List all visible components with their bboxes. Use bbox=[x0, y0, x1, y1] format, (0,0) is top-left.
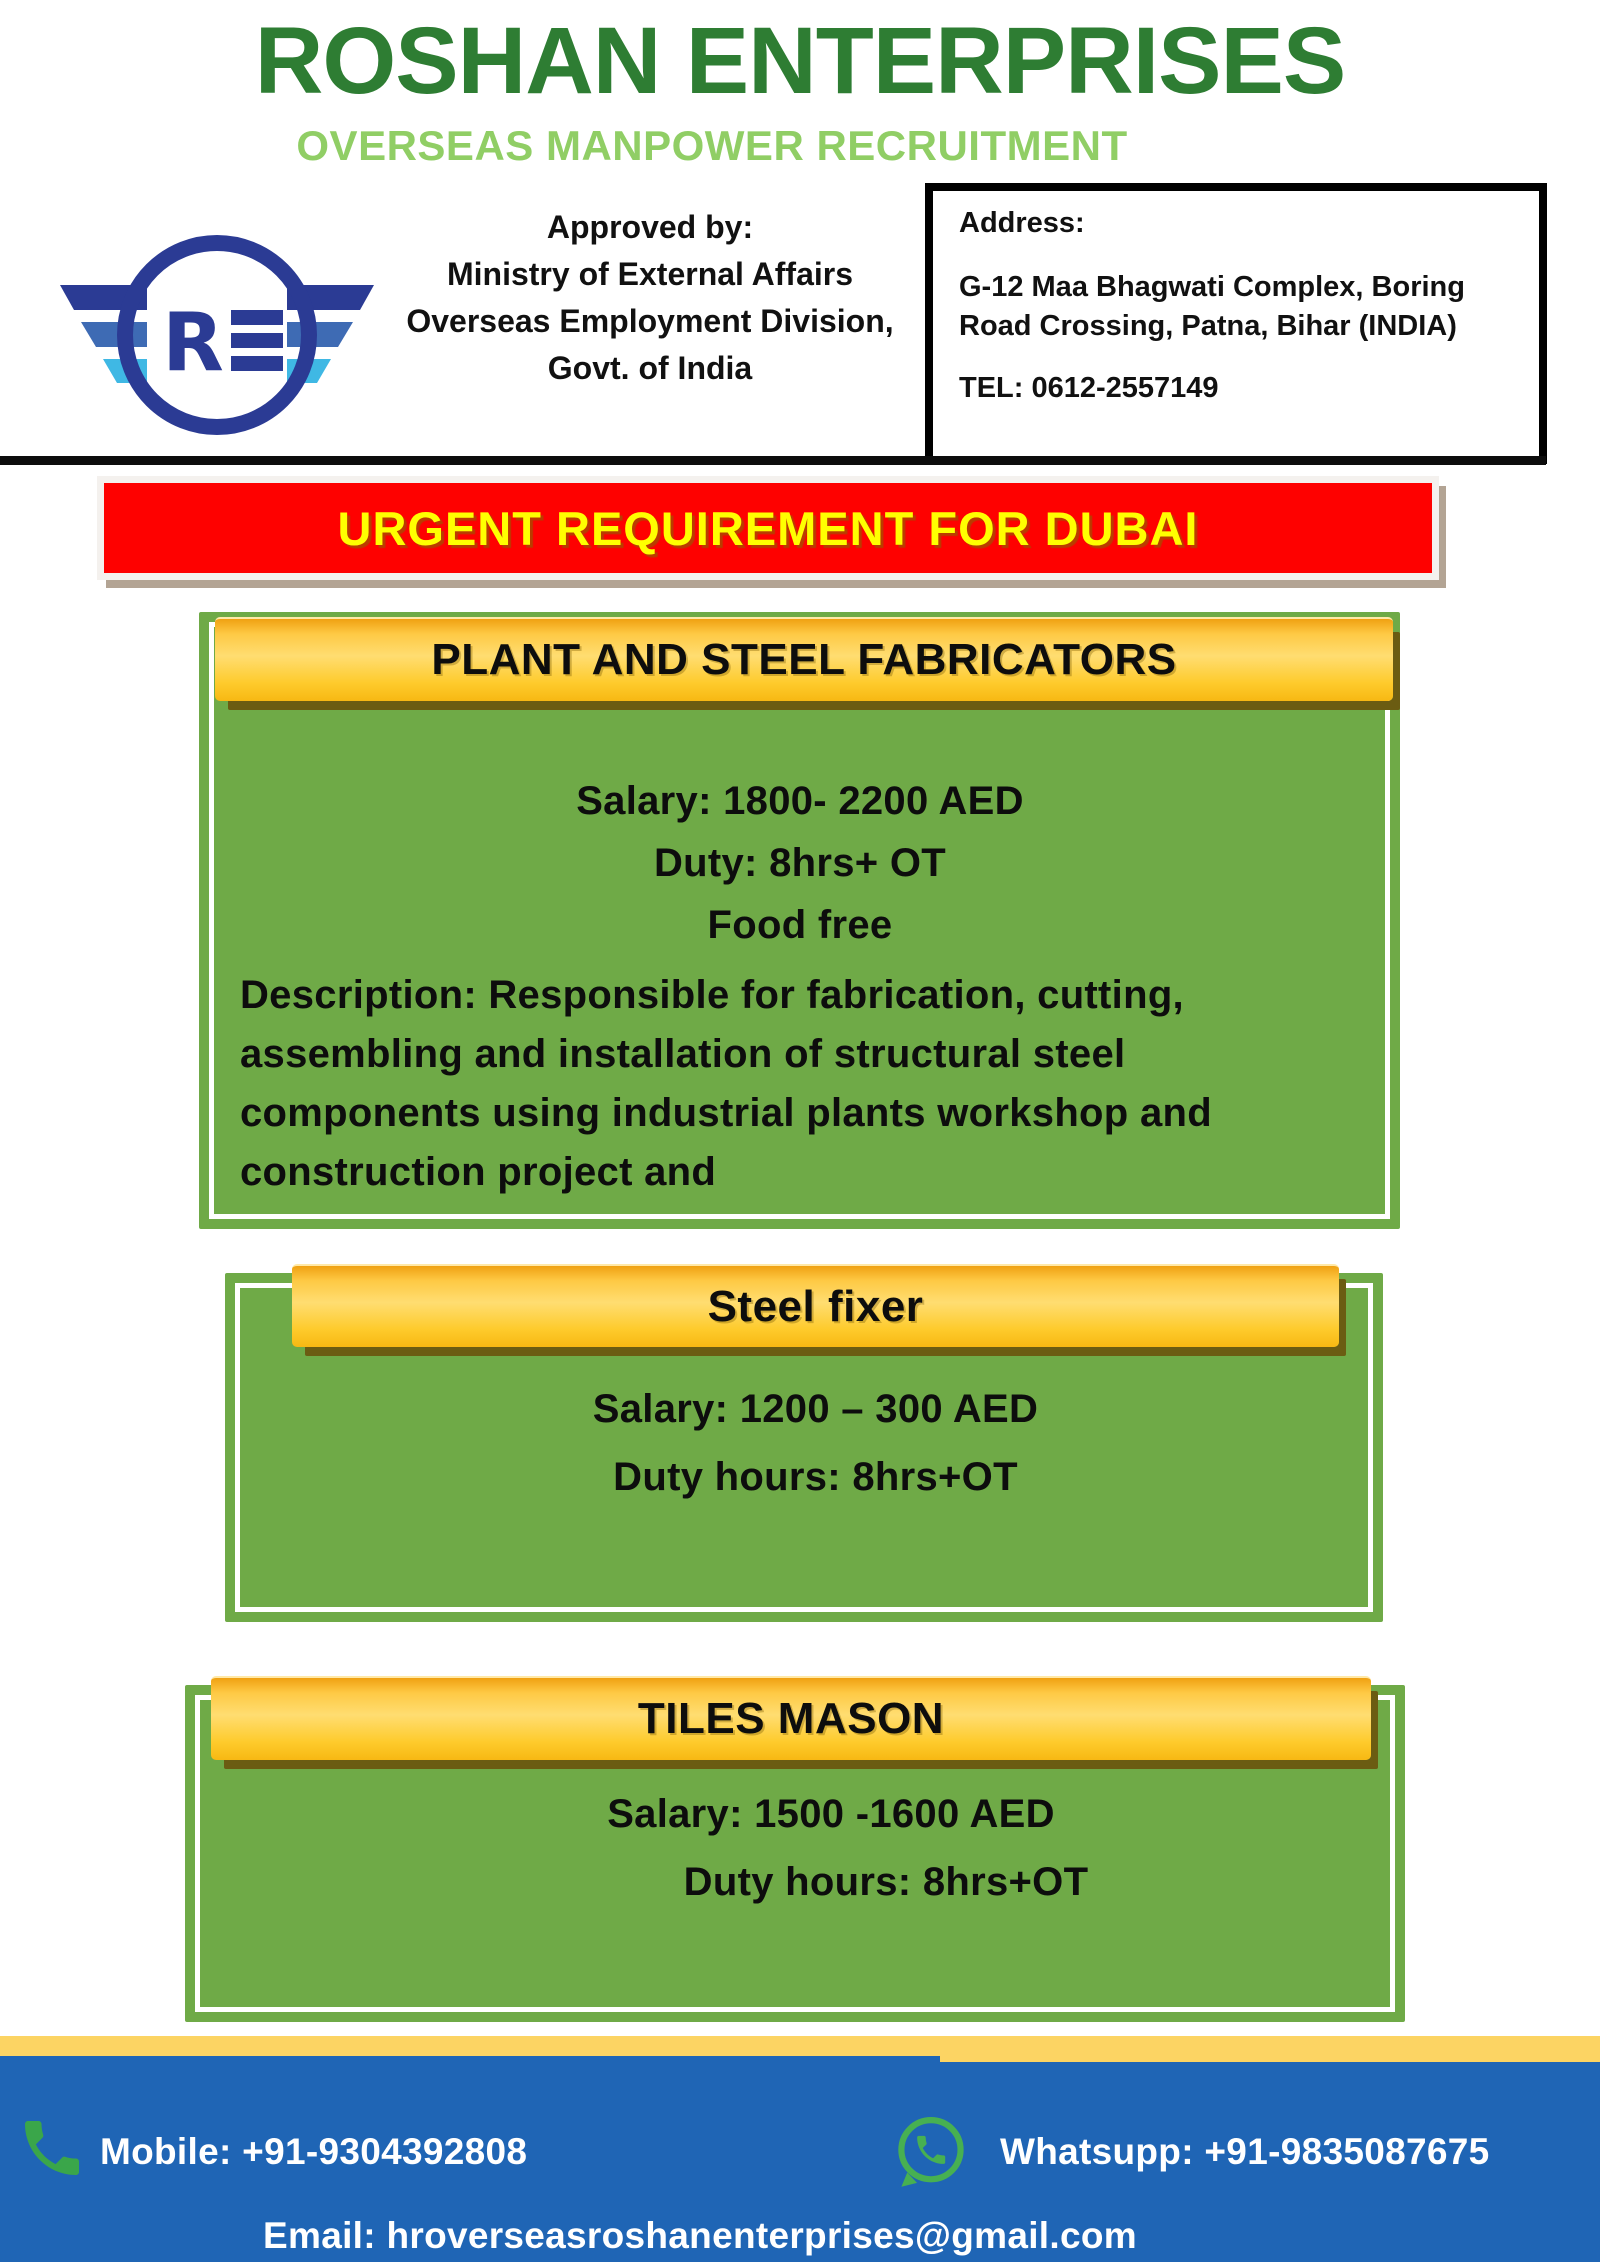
job-salary: Salary: 1500 -1600 AED bbox=[607, 1792, 1055, 1836]
job-salary: Salary: 1200 – 300 AED bbox=[592, 1387, 1039, 1431]
job-duty: Duty: 8hrs+ OT bbox=[653, 841, 947, 885]
urgent-banner bbox=[97, 476, 1439, 580]
approved-by-line: Approved by: bbox=[546, 209, 754, 245]
job-title: TILES MASON bbox=[637, 1694, 945, 1743]
re-winged-ring-logo-icon bbox=[55, 233, 375, 438]
approved-by-line: Ministry of External Affairs bbox=[446, 256, 853, 292]
job-salary: Salary: 1800- 2200 AED bbox=[576, 779, 1024, 823]
job-details bbox=[292, 1375, 1339, 1511]
address-box bbox=[925, 183, 1547, 464]
phone-handset-icon bbox=[16, 2112, 88, 2184]
address-text: G-12 Maa Bhagwati Complex, Boring Road Crossing, Patna, Bihar (INDIA) bbox=[959, 271, 1465, 342]
job-title: Steel fixer bbox=[707, 1281, 924, 1331]
urgent-banner-text: URGENT REQUIREMENT FOR DUBAI bbox=[337, 501, 1199, 555]
company-name: ROSHAN ENTERPRISES bbox=[254, 8, 1346, 114]
approved-by-line: Overseas Employment Division, bbox=[406, 303, 894, 339]
email-address: Email: hroverseasroshanenterprises@gmail.com bbox=[263, 2215, 1137, 2256]
whatsapp-number: Whatsupp: +91-9835087675 bbox=[1000, 2131, 1490, 2172]
job-title: PLANT AND STEEL FABRICATORS bbox=[431, 635, 1177, 684]
approved-by-line: Govt. of India bbox=[547, 350, 753, 386]
header-divider bbox=[0, 456, 1546, 465]
job-details bbox=[240, 770, 1360, 1202]
footer-yellow-bar-right bbox=[940, 2042, 1600, 2062]
job-card-header bbox=[292, 1264, 1339, 1347]
job-description: Description: Responsible for fabrication, cutting, assembling and installation of structural steel components using industrial plants workshop and construction project and bbox=[240, 973, 1212, 1194]
svg-text:R: R bbox=[162, 296, 224, 389]
company-tagline: OVERSEAS MANPOWER RECRUITMENT bbox=[296, 122, 1128, 169]
urgent-banner-red-panel bbox=[104, 483, 1432, 573]
job-perk: Food free bbox=[707, 903, 893, 947]
job-card-header bbox=[211, 1676, 1371, 1760]
address-label: Address: bbox=[959, 207, 1085, 239]
job-details bbox=[271, 1780, 1391, 1916]
whatsapp-icon bbox=[891, 2112, 969, 2190]
address-phone: TEL: 0612-2557149 bbox=[959, 372, 1219, 404]
job-card-header bbox=[215, 617, 1393, 701]
job-duty: Duty hours: 8hrs+OT bbox=[683, 1860, 1089, 1904]
mobile-number: Mobile: +91-9304392808 bbox=[100, 2131, 528, 2172]
job-duty: Duty hours: 8hrs+OT bbox=[613, 1455, 1018, 1499]
